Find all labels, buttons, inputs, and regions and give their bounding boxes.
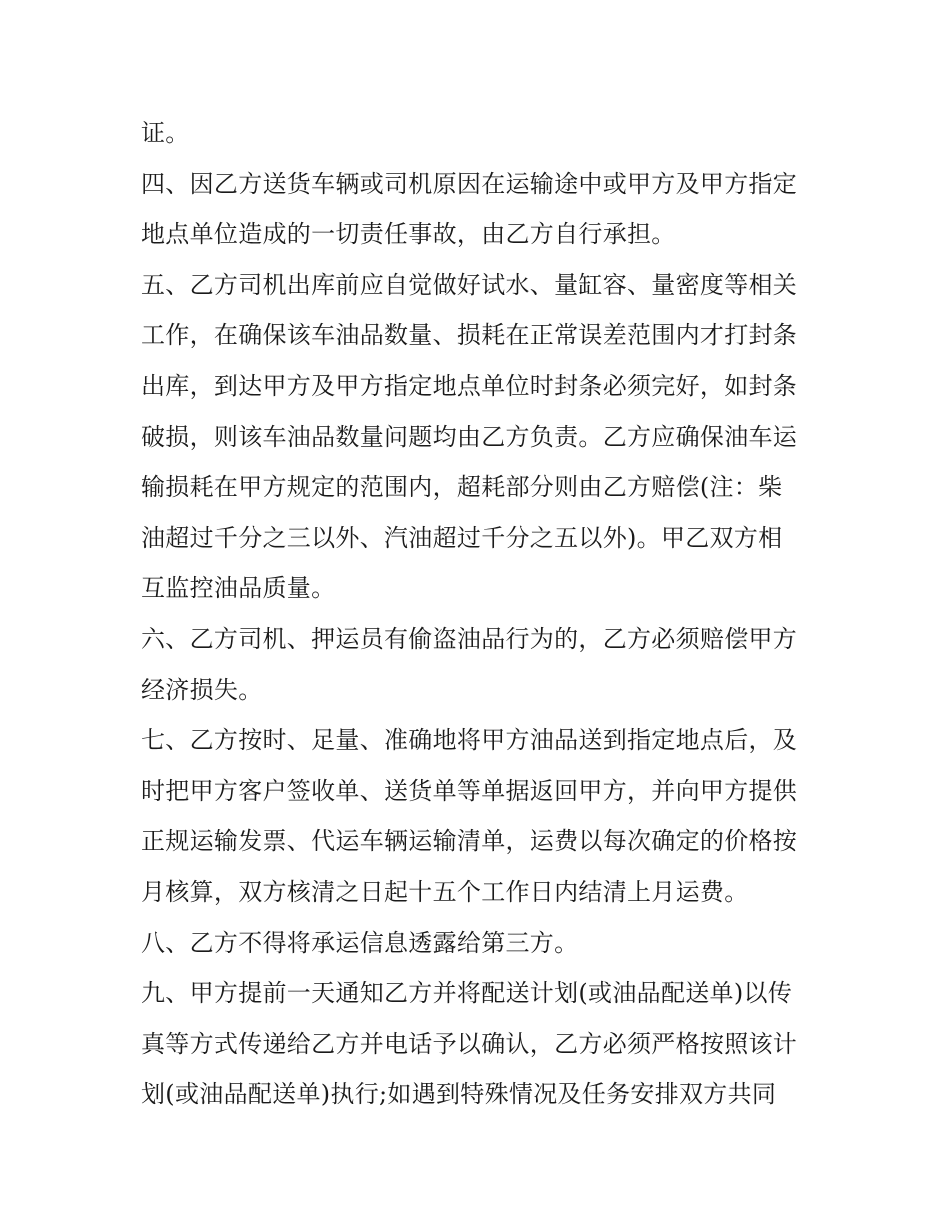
text-line-7: 破损，则该车油品数量问题均由乙方负责。乙方应确保油车运 (141, 422, 798, 451)
text-line-14: 时把甲方客户签收单、送货单等单据返回甲方，并向甲方提供 (141, 776, 798, 805)
text-line-16: 月核算，双方核清之日起十五个工作日内结清上月运费。 (141, 877, 749, 906)
text-line-12: 经济损失。 (141, 675, 263, 704)
text-line-17: 八、乙方不得将承运信息透露给第三方。 (141, 928, 579, 957)
text-line-19: 真等方式传递给乙方并电话予以确认，乙方必须严格按照该计 (141, 1029, 798, 1058)
text-line-20: 划(或油品配送单)执行;如遇到特殊情况及任务安排双方共同 (141, 1080, 777, 1109)
text-line-15: 正规运输发票、代运车辆运输清单，运费以每次确定的价格按 (141, 827, 798, 856)
document-body (141, 108, 821, 1120)
text-line-10: 互监控油品质量。 (141, 574, 336, 603)
text-line-4: 五、乙方司机出库前应自觉做好试水、量缸容、量密度等相关 (141, 270, 798, 299)
text-line-2: 四、因乙方送货车辆或司机原因在运输途中或甲方及甲方指定 (141, 169, 798, 198)
text-line-18: 九、甲方提前一天通知乙方并将配送计划(或油品配送单)以传 (141, 979, 793, 1008)
text-line-1: 证。 (141, 119, 190, 147)
text-line-6: 出库，到达甲方及甲方指定地点单位时封条必须完好，如封条 (141, 371, 798, 400)
text-line-3: 地点单位造成的一切责任事故，由乙方自行承担。 (141, 220, 676, 249)
text-line-8: 输损耗在甲方规定的范围内，超耗部分则由乙方赔偿(注：柴 (141, 473, 783, 502)
text-line-9: 油超过千分之三以外、汽油超过千分之五以外)。甲乙双方相 (141, 523, 783, 552)
text-line-5: 工作，在确保该车油品数量、损耗在正常误差范围内才打封条 (141, 321, 798, 350)
text-line-13: 七、乙方按时、足量、准确地将甲方油品送到指定地点后，及 (141, 726, 798, 755)
text-line-11: 六、乙方司机、押运员有偷盗油品行为的，乙方必须赔偿甲方 (141, 624, 798, 653)
